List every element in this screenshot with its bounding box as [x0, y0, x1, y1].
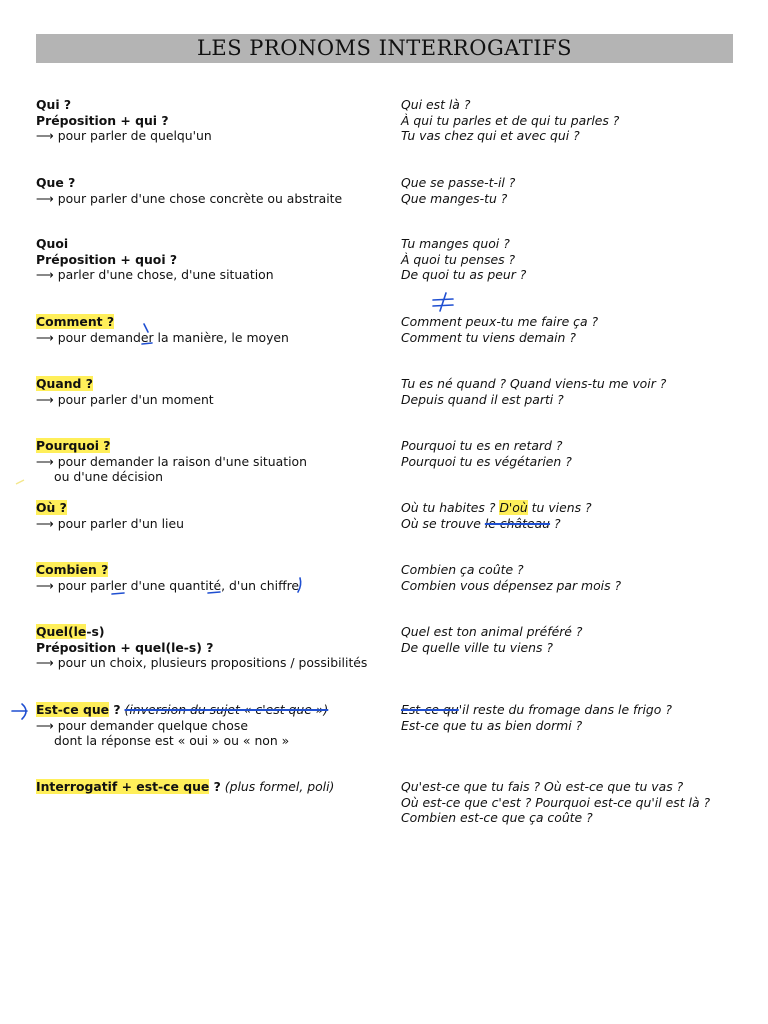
example-line: Où se trouve le château ?: [401, 515, 561, 531]
rule-line: ⟶ pour demander quelque chose: [36, 717, 248, 733]
section-quel-examples: [401, 624, 741, 655]
highlight-dou: D'où: [499, 500, 528, 515]
section-interrogatif-rule: [36, 779, 386, 795]
section-interrogatif-examples: [401, 779, 741, 826]
section-quoi-rule: [36, 236, 386, 283]
rule-heading: Comment ?: [36, 314, 115, 329]
rule-line: Que ?: [36, 175, 76, 190]
rule-line: ⟶ parler d'une chose, d'une situation: [36, 267, 274, 283]
section-combien-rule: [36, 562, 386, 593]
example-line: Où tu habites ? D'où tu viens ?: [401, 500, 592, 515]
rule-line: ⟶ pour demander la manière, le moyen: [36, 329, 289, 345]
example-line: Depuis quand il est parti ?: [401, 391, 564, 407]
example-line: Qu'est-ce que tu fais ? Où est-ce que tu vas ?: [401, 779, 684, 794]
section-pourquoi-rule: [36, 438, 386, 485]
example-line: Tu es né quand ? Quand viens-tu me voir ?: [401, 376, 667, 391]
section-ou-examples: [401, 500, 741, 531]
rule-heading: Combien ?: [36, 562, 109, 577]
rule-line: ⟶ pour parler d'une quantité, d'un chiffre: [36, 577, 300, 593]
margin-yellow-mark: [16, 480, 24, 484]
section-pourquoi-examples: [401, 438, 741, 469]
section-estcequeque-rule: [36, 702, 386, 749]
example-line: Comment peux-tu me faire ça ?: [401, 314, 599, 329]
section-estcequeque-examples: [401, 702, 741, 733]
rule-heading: Pourquoi ?: [36, 438, 111, 453]
section-que-rule: [36, 175, 386, 206]
not-equal-mark: [433, 293, 453, 311]
example-line: Où est-ce que c'est ? Pourquoi est-ce qu'il est là ?: [401, 794, 711, 810]
example-line: À quoi tu penses ?: [401, 251, 516, 267]
rule-line: ⟶ pour parler d'une chose concrète ou abstraite: [36, 190, 343, 206]
rule-line: ⟶ pour parler de quelqu'un: [36, 128, 212, 144]
example-line: Combien ça coûte ?: [401, 562, 524, 577]
example-line: Tu vas chez qui et avec qui ?: [401, 128, 580, 144]
example-line: Que se passe-t-il ?: [401, 175, 516, 190]
section-qui-rule: [36, 97, 386, 144]
section-ou-rule: [36, 500, 386, 531]
rule-line: Préposition + quel(le-s) ?: [36, 639, 214, 655]
example-line: Combien vous dépensez par mois ?: [401, 577, 622, 593]
example-line: Est-ce que tu as bien dormi ?: [401, 717, 583, 733]
example-line: Combien est-ce que ça coûte ?: [401, 810, 593, 826]
section-combien-examples: [401, 562, 741, 593]
rule-line: ⟶ pour un choix, plusieurs propositions / possibilités: [36, 655, 368, 671]
example-line: Pourquoi tu es en retard ?: [401, 438, 563, 453]
example-line: Qui est là ?: [401, 97, 471, 112]
section-quand-rule: [36, 376, 386, 407]
rule-heading: Où ?: [36, 500, 67, 515]
rule-line: ⟶ pour parler d'un lieu: [36, 515, 184, 531]
section-quand-examples: [401, 376, 741, 407]
rule-line: Qui ?: [36, 97, 72, 112]
struck-note: (inversion du sujet « c'est que »): [124, 702, 329, 717]
example-line: Que manges-tu ?: [401, 190, 508, 206]
rule-line: ou d'une décision: [54, 469, 163, 485]
section-quoi-examples: [401, 236, 741, 283]
rule-line: Préposition + qui ?: [36, 112, 169, 128]
rule-heading: Interrogatif + est-ce que ? (plus formel, poli): [36, 779, 335, 794]
section-qui-examples: [401, 97, 741, 144]
rule-line: ⟶ pour demander la raison d'une situation: [36, 453, 307, 469]
example-line: Pourquoi tu es végétarien ?: [401, 453, 572, 469]
page-title: LES PRONOMS INTERROGATIFS: [196, 35, 573, 60]
rule-line: Quoi: [36, 236, 69, 251]
title-bar: [36, 34, 733, 63]
rule-heading: Quand ?: [36, 376, 93, 391]
example-line: Tu manges quoi ?: [401, 236, 510, 251]
section-que-examples: [401, 175, 741, 206]
example-line: À qui tu parles et de qui tu parles ?: [401, 112, 620, 128]
example-line: De quelle ville tu viens ?: [401, 639, 553, 655]
rule-line: ⟶ pour parler d'un moment: [36, 391, 214, 407]
example-line: Est-ce qu'il reste du fromage dans le frigo ?: [401, 702, 672, 717]
example-line: De quoi tu as peur ?: [401, 267, 527, 283]
section-comment-rule: [36, 314, 386, 345]
rule-line: Préposition + quoi ?: [36, 251, 178, 267]
example-line: Quel est ton animal préféré ?: [401, 624, 583, 639]
struck-estce: Est-ce qu: [401, 702, 459, 717]
rule-heading: Est-ce que ? (inversion du sujet « c'est que »): [36, 702, 329, 717]
section-comment-examples: [401, 314, 741, 345]
struck-chateau: le château: [484, 515, 551, 531]
section-quel-rule: [36, 624, 386, 671]
rule-heading: Quel(le-s): [36, 624, 105, 639]
example-line: Comment tu viens demain ?: [401, 329, 576, 345]
ink-arrow: [12, 704, 27, 719]
rule-line: dont la réponse est « oui » ou « non »: [54, 733, 290, 749]
